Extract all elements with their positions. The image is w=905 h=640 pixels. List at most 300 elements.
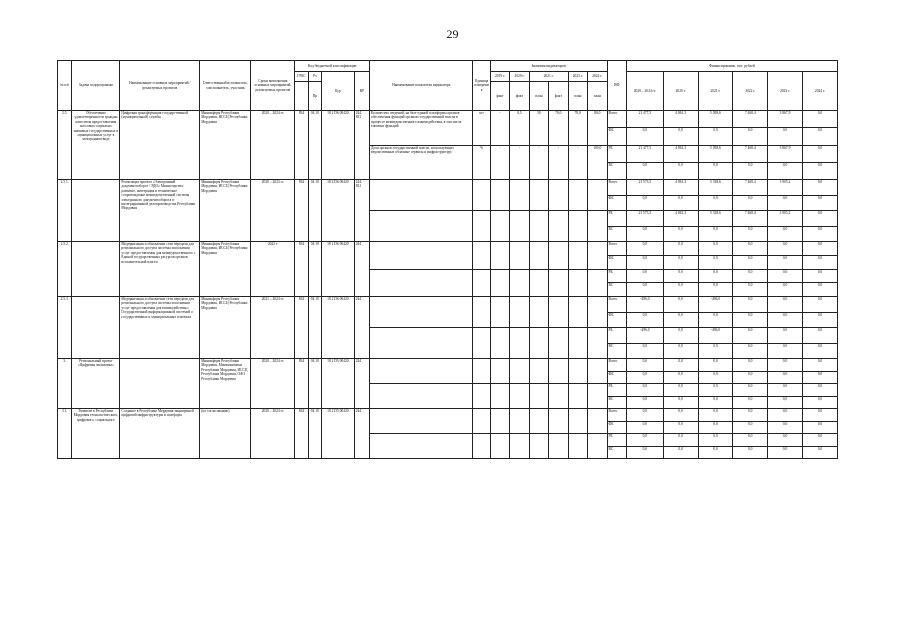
row-funding-value: 5 338,6 xyxy=(698,211,733,227)
row-grbs: 834 xyxy=(295,359,308,409)
row-funding-value: 0,0 xyxy=(626,242,663,256)
row-deadline: 2021 – 2024 гг. xyxy=(251,297,295,359)
row-funding-value: 7 468,4 xyxy=(733,145,768,162)
row-funding-value: 0,0 xyxy=(802,269,837,283)
col-plan-2023: план xyxy=(568,82,587,111)
row-indicator-name: Доля органов государственной власти, использующих ведомственные облачные сервисы и инфраструктуру xyxy=(370,145,473,180)
row-funding-value: 0,0 xyxy=(663,446,698,459)
row-rz: 04 10 xyxy=(308,297,321,359)
row-funding-value: 4 861,3 xyxy=(663,145,698,162)
row-indicator-value xyxy=(490,328,509,359)
row-indicator-value xyxy=(549,269,568,297)
row-funding-value: 0,0 xyxy=(768,421,803,434)
row-indicator-value: - xyxy=(490,111,509,146)
row-indicator-unit xyxy=(473,242,490,270)
table-row xyxy=(58,359,838,372)
row-funding-value: 0,0 xyxy=(663,128,698,145)
row-funding-source: РБ xyxy=(607,384,626,397)
row-funding-value: 0,0 xyxy=(698,359,733,372)
row-funding-value: 0,0 xyxy=(802,195,837,211)
row-funding-value: 0,0 xyxy=(733,226,768,242)
col-f2021: 2021 г. xyxy=(698,72,733,111)
row-csr: 18 2 D6 00420 xyxy=(321,242,354,297)
row-funding-value: 0,0 xyxy=(802,434,837,447)
row-funding-value: 0,0 xyxy=(802,128,837,145)
row-funding-value: 0,0 xyxy=(802,421,837,434)
row-funding-source: ФБ xyxy=(607,128,626,145)
row-funding-value: 0,0 xyxy=(663,255,698,269)
col-funding: Финансирование, тыс. рублей xyxy=(626,61,837,72)
row-funding-value: 0,0 xyxy=(663,162,698,179)
row-funding-value: 0,0 xyxy=(626,269,663,283)
row-indicator-unit xyxy=(473,384,490,409)
row-indicator-value xyxy=(587,269,607,297)
row-funding-value: 0,0 xyxy=(698,195,733,211)
row-funding-value: 3 867,9 xyxy=(768,145,803,162)
row-vr: 244 xyxy=(354,242,369,297)
row-funding-value: 21 477,5 xyxy=(626,145,663,162)
row-funding-value: 0,0 xyxy=(802,312,837,328)
row-funding-value: 7 468,4 xyxy=(733,180,768,196)
row-indicator-value xyxy=(568,384,587,409)
col-f2020: 2020 г. xyxy=(663,72,698,111)
row-indicator-name xyxy=(370,359,473,384)
row-grbs: 834 xyxy=(295,409,308,459)
row-funding-value: 0,0 xyxy=(698,446,733,459)
row-funding-value: 0,0 xyxy=(733,434,768,447)
row-executor: Мининформ Республики Мордовия, Минэкономики Республики Мордовия, ИССЦ Республики Мордовия, ОАО Республики Мордовия xyxy=(200,359,251,409)
row-rz: 04 10 xyxy=(308,359,321,409)
row-funding-source: Всего xyxy=(607,297,626,313)
row-rz: 04 10 xyxy=(308,180,321,242)
row-vr: 244, 831 xyxy=(354,111,369,180)
row-funding-source: ФБ xyxy=(607,371,626,384)
row-funding-value: 0,0 xyxy=(663,269,698,283)
row-indicator-value: 50 xyxy=(529,111,548,146)
row-activity: Модернизация и обновление сети передачи для регионального доступа системы исполнения услуг предоставления для межведомственного с Единой государственных ресурсов органов исполнительной власти xyxy=(120,242,200,297)
row-funding-value: -496,0 xyxy=(626,297,663,313)
row-indicator-value: 70,0 xyxy=(549,111,568,146)
row-indicator-value xyxy=(510,211,529,242)
row-funding-source: Всего xyxy=(607,111,626,128)
col-fact-2021: факт xyxy=(549,82,568,111)
row-funding-value: 0,0 xyxy=(698,312,733,328)
row-funding-value: 0,0 xyxy=(768,396,803,409)
row-indicator-value xyxy=(587,297,607,328)
row-funding-value: 0,0 xyxy=(698,269,733,283)
row-executor: (по согласованию) xyxy=(200,409,251,459)
row-indicator-value xyxy=(529,180,548,211)
row-funding-value: 0,0 xyxy=(768,371,803,384)
row-funding-value: 0,0 xyxy=(802,145,837,162)
row-funding-value: 3 905,2 xyxy=(768,180,803,196)
row-indicator-value xyxy=(549,242,568,270)
row-funding-value: 0,0 xyxy=(698,434,733,447)
row-num: 2.5. xyxy=(58,111,72,180)
row-funding-value: 0,0 xyxy=(698,242,733,256)
row-indicator-name xyxy=(370,409,473,434)
row-funding-source: ВС xyxy=(607,396,626,409)
row-indicator-value xyxy=(587,359,607,384)
row-funding-value: 3 905,2 xyxy=(768,211,803,227)
row-executor: Мининформ Республики Мордовия, ИССЦ Республики Мордовия xyxy=(200,180,251,242)
row-activity: Реализация проекта «Электронный документооборот / ЭДО» Министерства: развитие, интеграция и технические сопровождение межведомственной системы электронного документооборота в интегрированной делопроизводства Республики Мордовия xyxy=(120,180,200,242)
row-indicator-value xyxy=(529,434,548,459)
col-f2022: 2022 г. xyxy=(733,72,768,111)
row-funding-value: 0,0 xyxy=(626,128,663,145)
row-funding-value: 0,0 xyxy=(626,434,663,447)
row-funding-value: 21 573,5 xyxy=(626,180,663,196)
row-indicator-value xyxy=(587,211,607,242)
row-task: Региональный проект «Цифровая экономика» xyxy=(72,359,120,409)
row-indicator-value xyxy=(490,211,509,242)
row-funding-value: -496,0 xyxy=(698,328,733,344)
row-funding-value: 0,0 xyxy=(768,195,803,211)
row-funding-value: 0,0 xyxy=(626,162,663,179)
row-funding-value: 21 573,5 xyxy=(626,211,663,227)
program-table xyxy=(57,60,838,459)
row-csr: 18 2 D5 00420 xyxy=(321,359,354,409)
row-indicator-value xyxy=(510,409,529,434)
page-number: 29 xyxy=(446,27,459,41)
table-row xyxy=(58,111,838,128)
row-num: 2.5.1. xyxy=(58,180,72,242)
row-funding-value: 0,0 xyxy=(768,328,803,344)
row-funding-value: 0,0 xyxy=(768,384,803,397)
row-indicator-value xyxy=(568,297,587,328)
row-funding-value: 7 468,4 xyxy=(733,211,768,227)
row-indicator-value xyxy=(490,409,509,434)
row-funding-value: 0,0 xyxy=(768,269,803,283)
row-indicator-value xyxy=(490,180,509,211)
row-csr: 18 2 D5 00420 xyxy=(321,409,354,459)
row-funding-value: 0,0 xyxy=(626,283,663,297)
row-funding-source: РБ xyxy=(607,211,626,227)
row-funding-value: 0,0 xyxy=(802,297,837,313)
row-funding-value: 0,0 xyxy=(663,226,698,242)
row-indicator-name xyxy=(370,297,473,328)
row-funding-value: 0,0 xyxy=(698,255,733,269)
col-num: № п/п xyxy=(58,61,72,111)
row-funding-value: 0,0 xyxy=(733,359,768,372)
row-funding-source: ВС xyxy=(607,162,626,179)
row-funding-value: 0,0 xyxy=(768,343,803,359)
col-activity: Наименование основных мероприятий / реализуемых проектов xyxy=(120,61,200,111)
row-indicator-value xyxy=(529,242,548,270)
row-indicator-unit: % xyxy=(473,145,490,180)
row-indicator-value xyxy=(568,211,587,242)
row-funding-value: 0,0 xyxy=(802,111,837,128)
row-executor: Мининформ Республики Мордовия, ИССЦ Республики Мордовия xyxy=(200,242,251,297)
col-executor: Ответственный исполнитель, соисполнитель, участник xyxy=(200,61,251,111)
row-indicator-value xyxy=(568,359,587,384)
row-funding-value: 0,0 xyxy=(698,371,733,384)
row-activity: Модернизация и обновление сети передачи для регионального доступа системы исполнения услуг предоставления для взаимодействия с Государственной информационной системой о государственных и муниципальных платежах xyxy=(120,297,200,359)
row-indicator-value: 70,0 xyxy=(568,111,587,146)
col-source: ИФ xyxy=(607,61,626,111)
row-funding-value: 0,0 xyxy=(663,328,698,344)
row-funding-value: 0,0 xyxy=(663,434,698,447)
row-funding-value: 0,0 xyxy=(698,283,733,297)
row-funding-value: 0,0 xyxy=(802,384,837,397)
row-funding-value: 0,0 xyxy=(663,421,698,434)
row-funding-value: 0,0 xyxy=(663,312,698,328)
row-indicator-value xyxy=(568,269,587,297)
row-funding-value: 0,0 xyxy=(626,396,663,409)
row-funding-value: 0,0 xyxy=(626,195,663,211)
row-indicator-unit xyxy=(473,409,490,434)
row-indicator-name xyxy=(370,269,473,297)
row-indicator-unit xyxy=(473,434,490,459)
col-plan-2024: план xyxy=(587,82,607,111)
row-funding-value: 0,0 xyxy=(663,195,698,211)
row-indicator-value xyxy=(587,384,607,409)
row-task: Развитие в Республике Мордовия технологического, цифрового, социального xyxy=(72,409,120,459)
row-funding-value: 0,0 xyxy=(733,371,768,384)
row-num: 3.1. xyxy=(58,409,72,459)
row-funding-value: 0,0 xyxy=(733,396,768,409)
row-activity: Создание в Республике Мордовия защищенной цифровой инфраструктуры и платформ xyxy=(120,409,200,459)
row-task: Обеспечение удовлетворенности граждан качеством предоставления массовых социально значимых государственных и муниципальных услуг в электронном виде xyxy=(72,111,120,180)
row-funding-value: 0,0 xyxy=(733,446,768,459)
table-body xyxy=(58,111,838,459)
col-pr: Пр xyxy=(308,82,321,111)
row-indicator-value: 80,0 xyxy=(587,111,607,146)
row-num: 2.5.2. xyxy=(58,242,72,297)
row-funding-value: 0,0 xyxy=(698,396,733,409)
row-deadline: 2020 – 2024 гг. xyxy=(251,409,295,459)
row-funding-value: 0,0 xyxy=(802,396,837,409)
row-indicator-value xyxy=(490,269,509,297)
row-funding-source: ВС xyxy=(607,446,626,459)
row-funding-value: 0,0 xyxy=(626,359,663,372)
col-budget-code: Код бюджетной классификации xyxy=(295,61,370,72)
row-indicator-value: 100,0 xyxy=(587,145,607,180)
row-funding-value: 0,0 xyxy=(663,371,698,384)
table-row xyxy=(58,242,838,256)
row-funding-value: 0,0 xyxy=(768,128,803,145)
row-funding-source: ФБ xyxy=(607,312,626,328)
row-indicator-value: - xyxy=(510,145,529,180)
row-grbs: 834 xyxy=(295,180,308,242)
row-grbs: 834 xyxy=(295,242,308,297)
row-task xyxy=(72,180,120,242)
row-indicator-unit xyxy=(473,211,490,242)
row-funding-value: 0,0 xyxy=(663,297,698,313)
row-indicator-name xyxy=(370,384,473,409)
row-indicator-value: 0,5 xyxy=(510,111,529,146)
row-indicator-value xyxy=(568,409,587,434)
row-vr: 244, 831 xyxy=(354,180,369,242)
row-funding-value: 3 867,9 xyxy=(768,111,803,128)
row-indicator-value xyxy=(510,384,529,409)
row-funding-value: 0,0 xyxy=(802,328,837,344)
row-funding-value: 0,0 xyxy=(626,446,663,459)
row-funding-value: 0,0 xyxy=(663,409,698,422)
col-task: Задачи подпрограммы xyxy=(72,61,120,111)
row-funding-source: Всего xyxy=(607,242,626,256)
row-indicator-value: - xyxy=(549,145,568,180)
row-funding-value: 0,0 xyxy=(768,434,803,447)
col-fact-2019: факт xyxy=(490,82,509,111)
row-funding-value: 0,0 xyxy=(733,269,768,283)
row-funding-value: 0,0 xyxy=(768,283,803,297)
row-indicator-unit xyxy=(473,328,490,359)
row-indicator-value xyxy=(490,297,509,328)
row-task xyxy=(72,297,120,359)
row-indicator-value xyxy=(529,328,548,359)
row-funding-value: 0,0 xyxy=(626,226,663,242)
row-indicator-name xyxy=(370,180,473,211)
row-deadline: 2022 г. xyxy=(251,242,295,297)
col-y2020: 2020 г. xyxy=(510,72,529,82)
row-indicator-value xyxy=(529,297,548,328)
row-funding-value: 0,0 xyxy=(733,283,768,297)
row-rz: 04 10 xyxy=(308,409,321,459)
row-deadline: 2020 – 2024 гг. xyxy=(251,111,295,180)
row-funding-value: 0,0 xyxy=(663,359,698,372)
row-executor: Мининформ Республики Мордовия, ИССЦ Республики Мордовия xyxy=(200,297,251,359)
row-indicator-value xyxy=(587,180,607,211)
row-indicator-value xyxy=(587,328,607,359)
row-indicator-value: - xyxy=(490,145,509,180)
row-funding-value: 0,0 xyxy=(626,421,663,434)
row-funding-value: 0,0 xyxy=(802,211,837,227)
row-funding-value: 0,0 xyxy=(802,409,837,422)
row-indicator-value xyxy=(549,384,568,409)
row-indicator-name xyxy=(370,434,473,459)
row-indicator-value xyxy=(568,434,587,459)
row-funding-value: 0,0 xyxy=(663,343,698,359)
row-indicator-value xyxy=(510,297,529,328)
row-funding-value: 0,0 xyxy=(733,255,768,269)
col-y2024: 2024 г. xyxy=(587,72,607,82)
row-funding-source: Всего xyxy=(607,180,626,196)
row-indicator-value xyxy=(510,359,529,384)
row-funding-value: 0,0 xyxy=(802,283,837,297)
col-grbs: ГРБС xyxy=(295,72,308,82)
row-funding-value: 0,0 xyxy=(626,409,663,422)
row-funding-value: -496,0 xyxy=(626,328,663,344)
row-funding-value: 0,0 xyxy=(698,343,733,359)
row-indicator-unit xyxy=(473,180,490,211)
row-funding-value: 0,0 xyxy=(698,421,733,434)
col-indicator-name: Наименование показателя индикатора xyxy=(370,61,473,111)
row-indicator-unit xyxy=(473,297,490,328)
row-indicator-value xyxy=(490,434,509,459)
row-indicator-unit xyxy=(473,269,490,297)
row-indicator-value xyxy=(549,409,568,434)
row-funding-value: -496,0 xyxy=(698,297,733,313)
row-indicator-value xyxy=(549,180,568,211)
row-funding-value: 0,0 xyxy=(768,297,803,313)
row-funding-source: РБ xyxy=(607,328,626,344)
row-indicator-name xyxy=(370,242,473,270)
row-rz: 04 10 xyxy=(308,111,321,180)
row-indicator-value xyxy=(549,328,568,359)
row-grbs: 834 xyxy=(295,111,308,180)
row-funding-value: 0,0 xyxy=(626,384,663,397)
row-funding-value: 0,0 xyxy=(733,297,768,313)
row-indicator-value xyxy=(510,242,529,270)
row-indicator-value xyxy=(568,242,587,270)
row-funding-value: 0,0 xyxy=(663,396,698,409)
row-funding-value: 0,0 xyxy=(733,242,768,256)
row-funding-value: 0,0 xyxy=(698,226,733,242)
col-csr: Цср xyxy=(321,72,354,111)
row-csr: 18 2 D6 00420 xyxy=(321,111,354,180)
row-funding-value: 0,0 xyxy=(768,226,803,242)
row-funding-value: 0,0 xyxy=(802,162,837,179)
row-funding-value: 0,0 xyxy=(802,446,837,459)
row-funding-source: ВС xyxy=(607,283,626,297)
row-funding-value: 0,0 xyxy=(733,409,768,422)
row-funding-value: 0,0 xyxy=(626,255,663,269)
row-funding-source: Всего xyxy=(607,359,626,372)
row-indicator-value xyxy=(529,269,548,297)
row-funding-value: 0,0 xyxy=(663,384,698,397)
row-indicator-value xyxy=(587,434,607,459)
row-funding-value: 0,0 xyxy=(733,328,768,344)
row-indicator-value xyxy=(568,180,587,211)
row-indicator-value xyxy=(510,180,529,211)
row-funding-value: 0,0 xyxy=(698,409,733,422)
row-funding-value: 0,0 xyxy=(663,283,698,297)
row-funding-value: 7 468,4 xyxy=(733,111,768,128)
row-funding-value: 0,0 xyxy=(802,371,837,384)
col-y2019: 2019 г. xyxy=(490,72,509,82)
row-indicator-value xyxy=(510,328,529,359)
row-funding-value: 4 861,3 xyxy=(663,180,698,196)
row-indicator-value xyxy=(587,409,607,434)
row-num: 2.5.3. xyxy=(58,297,72,359)
row-funding-value: 0,0 xyxy=(768,162,803,179)
row-funding-source: Всего xyxy=(607,409,626,422)
row-funding-value: 0,0 xyxy=(802,226,837,242)
col-fact-2020: факт xyxy=(510,82,529,111)
row-csr: 18 2 D6 00420 xyxy=(321,180,354,242)
row-indicator-value xyxy=(529,384,548,409)
row-indicator-value xyxy=(529,359,548,384)
row-funding-value: 0,0 xyxy=(733,162,768,179)
row-indicator-value xyxy=(549,359,568,384)
row-indicator-name xyxy=(370,211,473,242)
row-executor: Мининформ Республики Мордовия, ИССЦ Республики Мордовия xyxy=(200,111,251,180)
row-indicator-value xyxy=(529,409,548,434)
row-funding-value: 5 058,6 xyxy=(698,111,733,128)
row-deadline: 2020 – 2023 гг. xyxy=(251,180,295,242)
row-funding-source: ВС xyxy=(607,343,626,359)
row-funding-value: 0,0 xyxy=(802,242,837,256)
row-funding-value: 0,0 xyxy=(698,128,733,145)
row-funding-value: 0,0 xyxy=(768,409,803,422)
row-indicator-value: - xyxy=(568,145,587,180)
table-row xyxy=(58,180,838,196)
row-vr: 244 xyxy=(354,359,369,409)
col-grbs-blank xyxy=(295,82,308,111)
col-f2023: 2023 г. xyxy=(768,72,803,111)
col-rz: Рз xyxy=(308,72,321,82)
row-funding-value: 4 861,3 xyxy=(663,111,698,128)
table-row xyxy=(58,297,838,313)
row-funding-value: 0,0 xyxy=(733,195,768,211)
row-funding-source: ФБ xyxy=(607,255,626,269)
row-funding-value: 0,0 xyxy=(802,359,837,372)
row-funding-value: 0,0 xyxy=(733,128,768,145)
row-indicator-value xyxy=(510,434,529,459)
row-funding-value: 0,0 xyxy=(768,255,803,269)
row-csr: 18 2 D6 00420 xyxy=(321,297,354,359)
